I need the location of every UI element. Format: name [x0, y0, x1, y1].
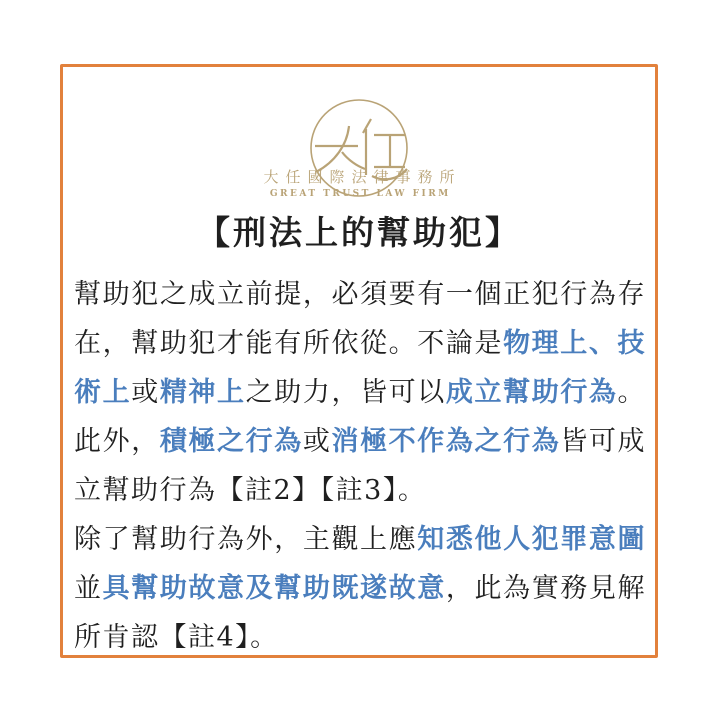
body-text: 除了幫助行為外，主觀上應 — [74, 524, 418, 555]
article — [74, 270, 646, 662]
body-text: 皆可成立幫助行為【註2】【註3】。 — [74, 426, 647, 506]
highlighted-text: 積極之行為 — [159, 426, 303, 457]
body-text: 之助力，皆可以 — [245, 377, 446, 408]
highlighted-text: 具幫助故意及幫助既遂故意 — [102, 573, 446, 604]
card-border-frame — [60, 64, 658, 658]
paragraph — [74, 515, 646, 662]
highlighted-text: 精神上 — [159, 377, 246, 408]
body-text: 或 — [302, 426, 332, 457]
body-text: ，此為實務見解所肯認【註4】。 — [74, 573, 647, 653]
paragraph — [74, 270, 646, 515]
body-text: 。此外， — [74, 377, 647, 457]
body-text: 並 — [74, 573, 103, 604]
highlighted-text: 知悉他人犯罪意圖 — [417, 524, 647, 555]
body-text: 幫助犯之成立前提，必須要有一個正犯行為存在，幫助犯才能有所依從。不論是 — [74, 279, 646, 359]
page-title: 【刑法上的幫助犯】 — [197, 213, 521, 252]
highlighted-text: 消極不作為之行為 — [331, 426, 561, 457]
body-text: 或 — [131, 377, 160, 408]
firm-name-english: GREAT TRUST LAW FIRM — [269, 189, 451, 199]
firm-name-chinese: 大任國際法律事務所 — [263, 168, 462, 186]
highlighted-text: 成立幫助行為 — [445, 377, 618, 408]
highlighted-text: 物理上、技術上 — [74, 328, 646, 408]
